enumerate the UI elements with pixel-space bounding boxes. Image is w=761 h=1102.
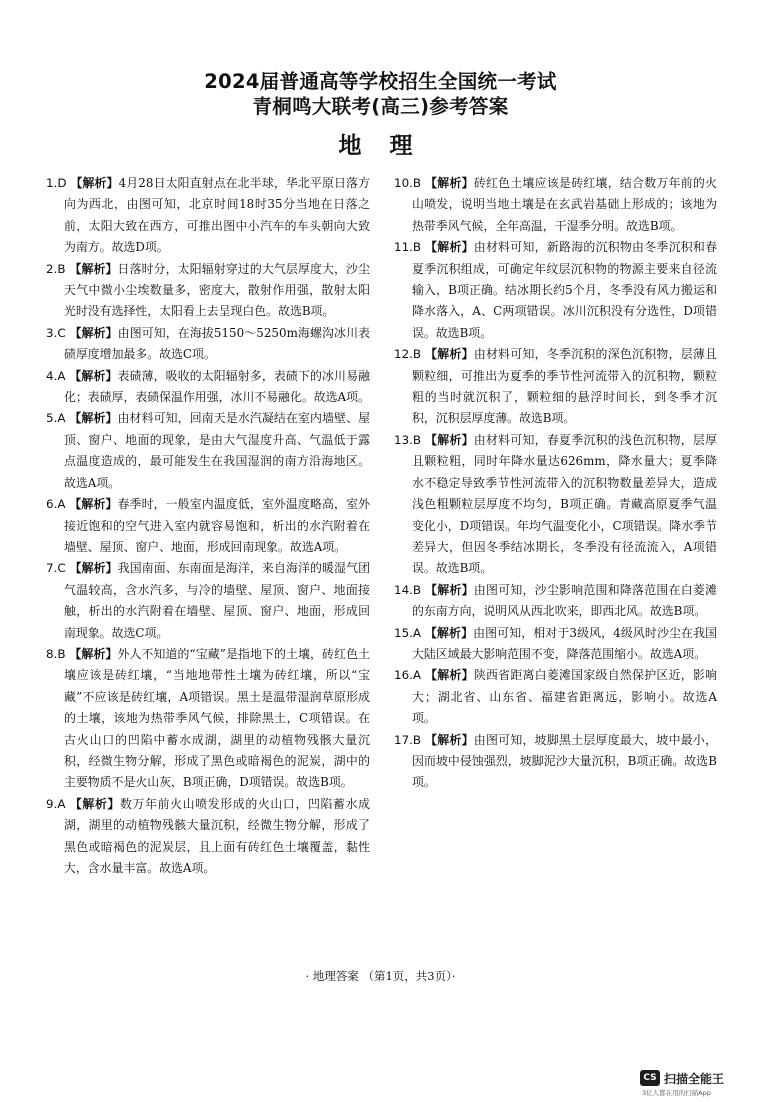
answer-item-14: 14.B 【解析】由图可知，沙尘影响范围和降落范围在白菱滩的东南方向，说明风从西北吹来，即西北风。故选B项。 [394, 582, 717, 619]
answer-item-13: 13.B 【解析】由材料可知，春夏季沉积的浅色沉积物，层厚且颗粒粗，同时年降水量达626mm，降水量大；夏季降水不稳定导致季节性河流带入的沉积物数量差异大，造成浅色粗颗粒层厚度不均匀，B项正确。青藏高原夏季气温变化小，D项错误。年均气温变化小，C项错误。降水季节差异大，但因冬季结冰期长，冬季没有径流流入，A项错误。故选B项。 [394, 432, 717, 576]
exam-subtitle: 青桐鸣大联考(高三)参考答案 [252, 95, 509, 118]
scanner-app-name: 扫描全能王 [664, 1072, 725, 1086]
page-footer: · 地理答案 （第1页，共3页）· [305, 969, 456, 983]
exam-title: 2024届普通高等学校招生全国统一考试 [204, 70, 557, 93]
right-column [394, 173, 717, 794]
answer-item-10: 10.B 【解析】砖红色土壤应该是砖红壤，结合数万年前的火山喷发，说明当地土壤是在玄武岩基础上形成的；该地为热带季风气候，全年高温，干湿季分明。故选B项。 [394, 176, 717, 233]
answer-item-2: 2.B 【解析】日落时分，太阳辐射穿过的大气层厚度大，沙尘天气中微小尘埃数量多，密度大，散射作用强，散射太阳光时没有选择性，太阳看上去呈现白色。故选B项。 [46, 261, 370, 319]
answer-item-16: 16.A 【解析】陕西省距离白菱滩国家级自然保护区近，影响大；湖北省、山东省、福建省距离远，影响小。故选A项。 [394, 668, 717, 726]
camscanner-logo-icon: CS [640, 1070, 660, 1086]
left-column [46, 173, 370, 879]
answer-item-8: 8.B 【解析】外人不知道的“宝藏”是指地下的土壤，砖红色土壤应该是砖红壤，“当地地带性土壤为砖红壤，所以“宝藏”不应该是砖红壤，A项错误。黑土是温带湿润草原形成的土壤，该地为热带季风气候，排除黑土，C项错误。在古火山口的凹陷中蓄水成湖，湖里的动植物残骸大量沉积，经微生物分解，形成了黑色或暗褐色的泥炭，湖中的主要物质不是火山灰，B项正确，D项错误。故选B项。 [46, 646, 370, 790]
answer-item-3: 3.C 【解析】由图可知，在海拔5150～5250m海螺沟冰川表碛厚度增加最多。故选C项。 [46, 325, 370, 362]
answer-item-9: 9.A 【解析】数万年前火山喷发形成的火山口，凹陷蓄水成湖，湖里的动植物残骸大量沉积，经微生物分解，形成了黑色或暗褐色的泥炭层，且上面有砖红色土壤覆盖，黏性大，含水量丰富。故选A项。 [46, 796, 370, 875]
answer-item-6: 6.A 【解析】春季时，一般室内温度低，室外温度略高，室外接近饱和的空气进入室内就容易饱和，析出的水汽附着在墙壁、屋顶、窗户、地面，形成回南现象。故选A项。 [46, 497, 370, 554]
answer-item-5: 5.A 【解析】由材料可知，回南天是水汽凝结在室内墙壁、屋顶、窗户、地面的现象，是由大气湿度升高、气温低于露点温度造成的，最可能发生在我国湿润的南方沿海地区。故选A项。 [46, 411, 370, 490]
answer-item-1: 1.D 【解析】4月28日太阳直射点在北半球，华北平原日落方向为西北，由图可知，北京时间18时35分当地在日落之前，太阳大致在西方，可推出图中小汽车的车头朝向大致为南方。故选D项。 [46, 176, 370, 255]
subject-title: 地 理 [338, 133, 423, 159]
answer-item-12: 12.B 【解析】由材料可知，冬季沉积的深色沉积物，层薄且颗粒细，可推出为夏季的季节性河流带入的沉积物，颗粒粗的当时就沉积了，颗粒细的悬浮时间长，到冬季才沉积，沉积层厚度薄。故选B项。 [394, 347, 717, 426]
scanner-watermark [640, 1068, 748, 1096]
scanner-tagline: 3亿人都在用的扫描App [642, 1089, 711, 1097]
answer-item-15: 15.A 【解析】由图可知，相对于3级风，4级风时沙尘在我国大陆区域最大影响范围不变，降落范围缩小。故选A项。 [394, 625, 717, 661]
answer-item-17: 17.B 【解析】由图可知，坡脚黑土层厚度最大，坡中最小，因而坡中侵蚀强烈，坡脚泥沙大量沉积，B项正确。故选B项。 [394, 732, 717, 790]
answer-item-4: 4.A 【解析】表碛薄，吸收的太阳辐射多，表碛下的冰川易融化；表碛厚，表碛保温作用强，冰川不易融化。故选A项。 [46, 368, 370, 405]
answer-item-11: 11.B 【解析】由材料可知，新路海的沉积物由冬季沉积和春夏季沉积组成，可确定年纹层沉积物的物源主要来自径流输入，B项正确。结冰期长约5个月，冬季没有风力搬运和降水落入，A、C两项错误。冰川沉积没有分选性，D项错误。故选B项。 [394, 240, 717, 340]
answer-item-7: 7.C 【解析】我国南面、东南面是海洋，来自海洋的暖湿气团气温较高，含水汽多，与冷的墙壁、屋顶、窗户、地面接触，析出的水汽附着在墙壁、屋顶、窗户、地面，形成回南现象。故选C项。 [46, 561, 370, 640]
